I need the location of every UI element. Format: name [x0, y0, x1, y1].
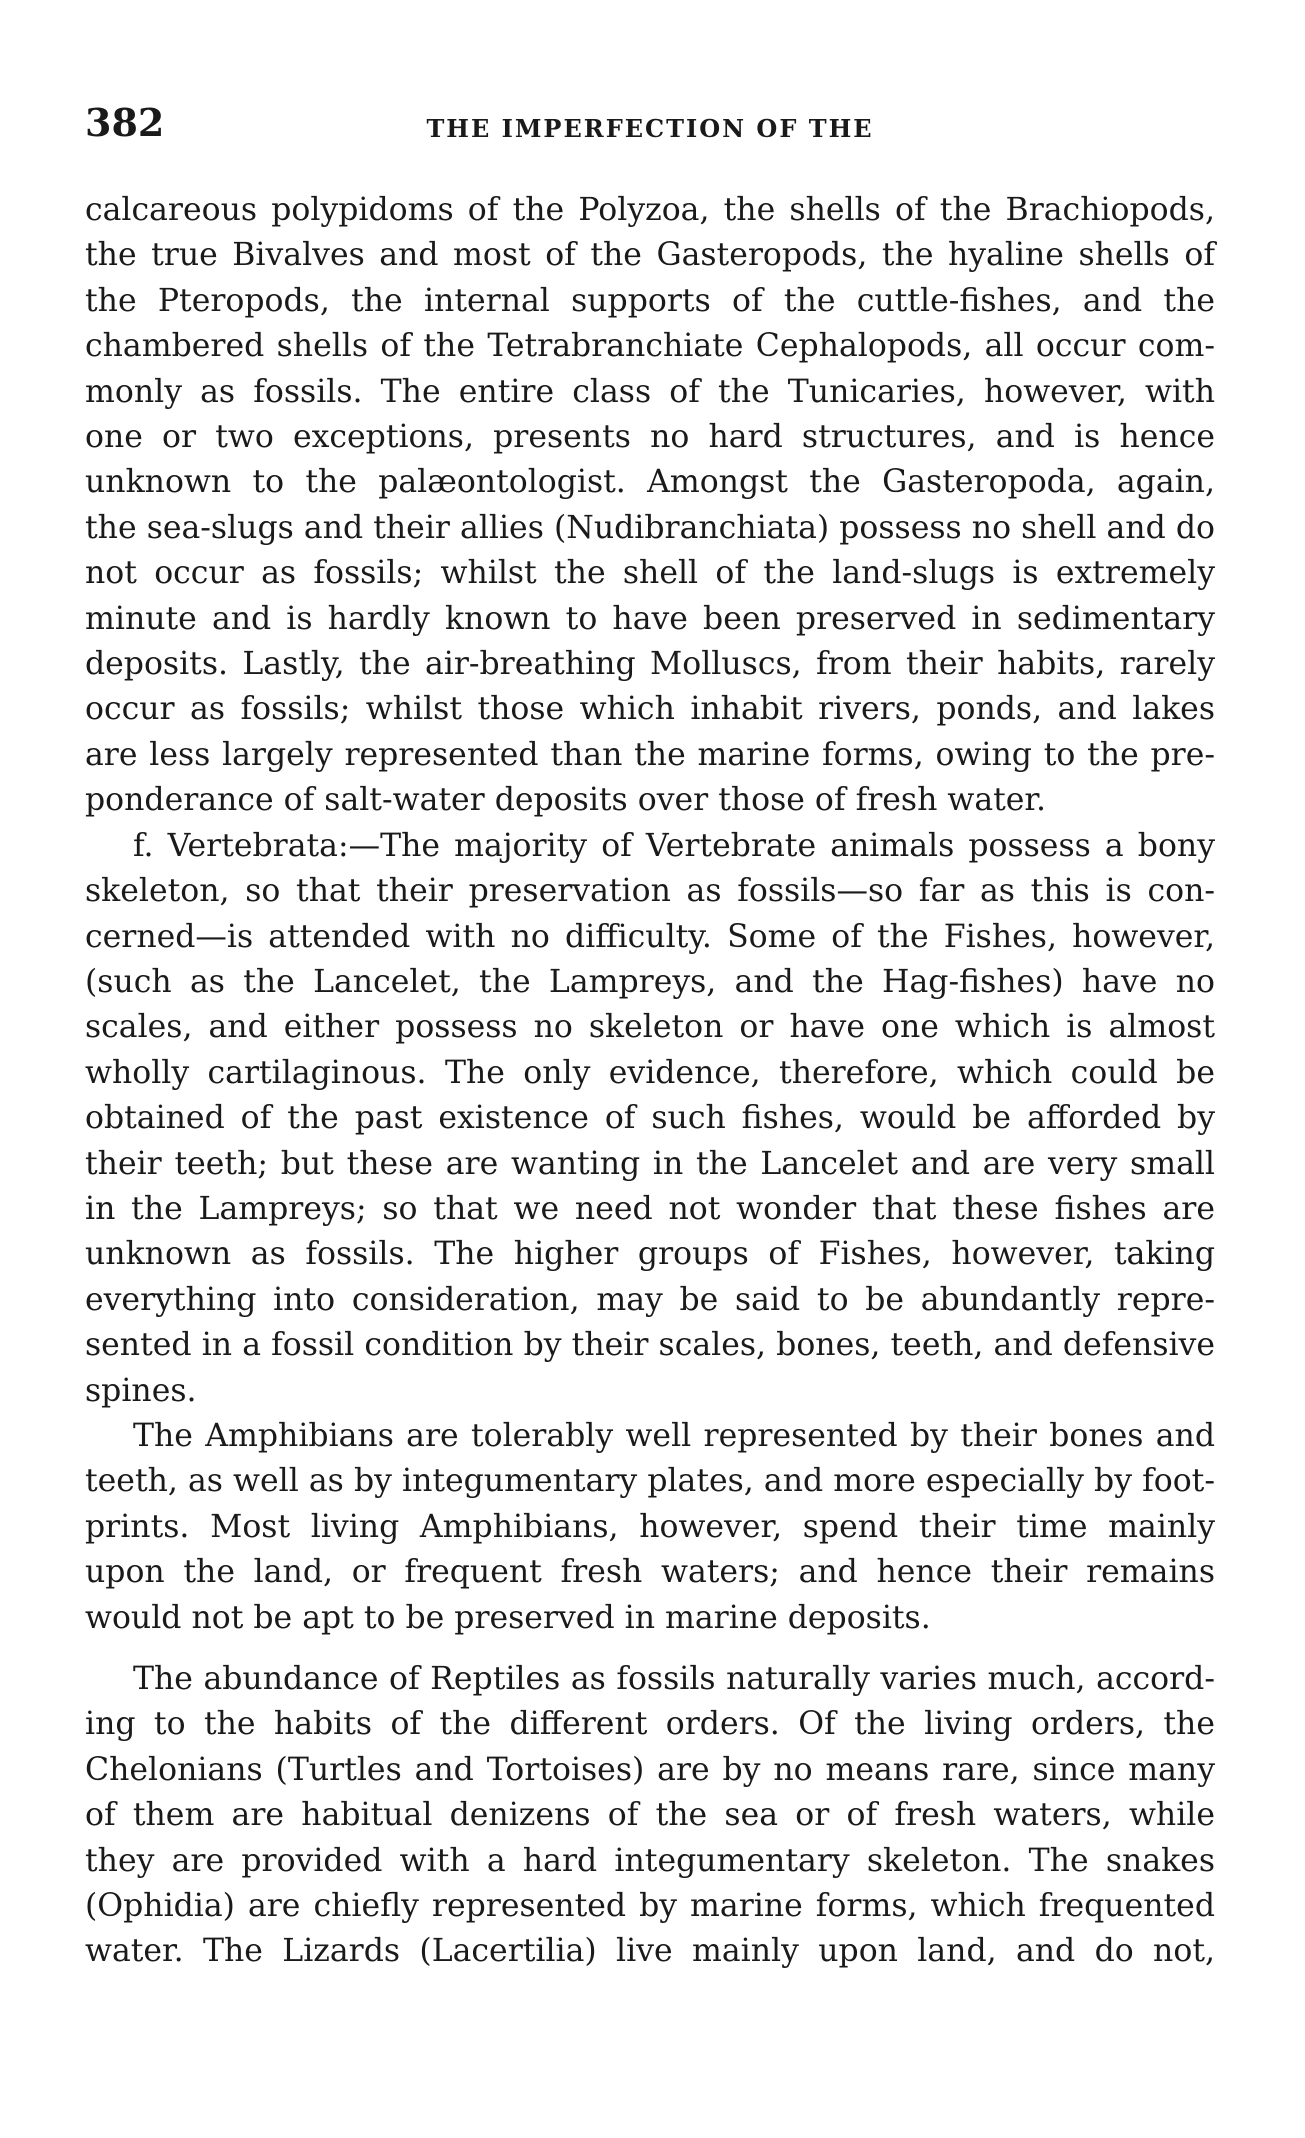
text-line: their teeth; but these are wanting in the Lancelet and are very small — [85, 1145, 1215, 1182]
text-line: spines. — [85, 1372, 197, 1409]
text-line: sented in a fossil condition by their scales, bones, teeth, and defensive — [85, 1327, 1215, 1364]
text-line: prints. Most living Amphibians, however, spend their time mainly — [85, 1508, 1215, 1545]
page-number: 382 — [85, 100, 165, 145]
text-line: obtained of the past existence of such fishes, would be afforded by — [85, 1100, 1215, 1137]
text-line: deposits. Lastly, the air-breathing Molluscs, from their habits, rarely — [85, 646, 1215, 683]
text-line: The abundance of Reptiles as fossils naturally varies much, accord- — [133, 1661, 1215, 1697]
text-line: teeth, as well as by integumentary plates, and more especially by foot- — [85, 1463, 1215, 1500]
text-line: the true Bivalves and most of the Gasteropods, the hyaline shells of — [85, 237, 1215, 274]
text-line: they are provided with a hard integumentary skeleton. The snakes — [85, 1842, 1215, 1879]
text-line: f. Vertebrata:—The majority of Vertebrate animals possess a bony — [133, 827, 1215, 864]
paragraph-gap — [85, 1641, 1215, 1657]
text-line: the Pteropods, the internal supports of the cuttle-fishes, and the — [85, 282, 1215, 319]
text-line: are less largely represented than the marine forms, owing to the pre- — [85, 736, 1215, 773]
text-line: one or two exceptions, presents no hard structures, and is hence — [85, 419, 1215, 456]
running-head: THE IMPERFECTION OF THE — [426, 114, 874, 143]
text-line: unknown to the palæontologist. Amongst the Gasteropoda, again, — [85, 464, 1215, 501]
text-line: not occur as fossils; whilst the shell of the land-slugs is extremely — [85, 555, 1215, 592]
text-line: minute and is hardly known to have been preserved in sedimentary — [85, 600, 1215, 637]
text-line: in the Lampreys; so that we need not wonder that these fishes are — [85, 1190, 1215, 1227]
text-line: cerned—is attended with no difficulty. Some of the Fishes, however, — [85, 918, 1215, 955]
text-line: ponderance of salt-water deposits over those of fresh water. — [85, 782, 1047, 819]
text-line: skeleton, so that their preservation as fossils—so far as this is con- — [85, 873, 1215, 910]
text-line: wholly cartilaginous. The only evidence, therefore, which could be — [85, 1054, 1215, 1091]
body-text — [85, 188, 1215, 1975]
text-line: would not be apt to be preserved in marine deposits. — [85, 1599, 931, 1636]
page-header — [85, 100, 1215, 160]
text-line: everything into consideration, may be said to be abundantly repre- — [85, 1281, 1215, 1318]
text-line: occur as fossils; whilst those which inhabit rivers, ponds, and lakes — [85, 691, 1215, 728]
text-line: upon the land, or frequent fresh waters; and hence their remains — [85, 1554, 1215, 1591]
text-line: water. The Lizards (Lacertilia) live mainly upon land, and do not, — [85, 1933, 1215, 1970]
text-line: (Ophidia) are chiefly represented by marine forms, which frequented — [85, 1888, 1215, 1925]
text-line: calcareous polypidoms of the Polyzoa, the shells of the Brachiopods, — [85, 192, 1215, 228]
text-line: unknown as fossils. The higher groups of Fishes, however, taking — [85, 1236, 1215, 1273]
text-line: of them are habitual denizens of the sea or of fresh waters, while — [85, 1797, 1215, 1834]
text-line: (such as the Lancelet, the Lampreys, and the Hag-fishes) have no — [85, 963, 1215, 1000]
text-line: the sea-slugs and their allies (Nudibranchiata) possess no shell and do — [85, 509, 1215, 546]
text-line: chambered shells of the Tetrabranchiate Cephalopods, all occur com- — [85, 328, 1215, 365]
text-line: The Amphibians are tolerably well represented by their bones and — [133, 1417, 1215, 1454]
text-line: scales, and either possess no skeleton or have one which is almost — [85, 1009, 1215, 1046]
text-line: ing to the habits of the different orders. Of the living orders, the — [85, 1706, 1215, 1743]
text-line: monly as fossils. The entire class of the Tunicaries, however, with — [85, 373, 1215, 410]
text-line: Chelonians (Turtles and Tortoises) are by no means rare, since many — [85, 1751, 1215, 1788]
